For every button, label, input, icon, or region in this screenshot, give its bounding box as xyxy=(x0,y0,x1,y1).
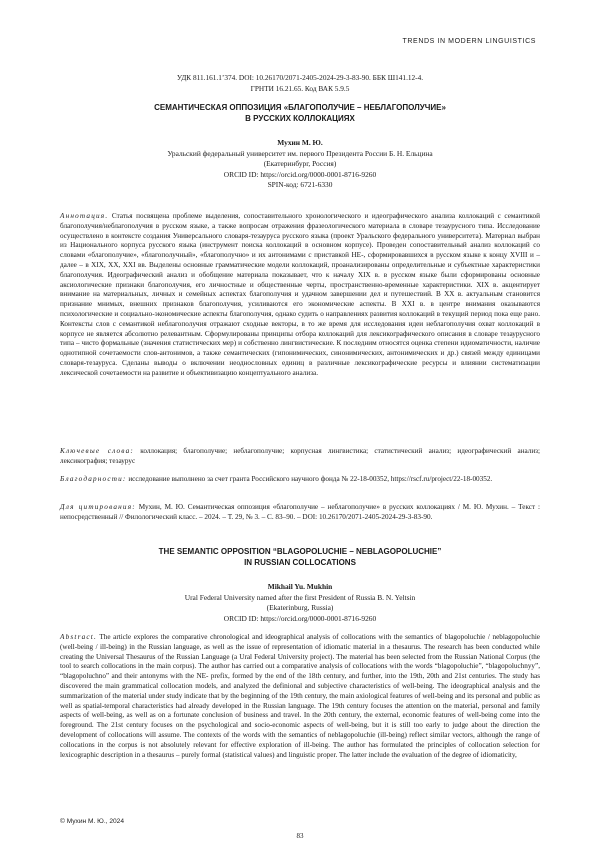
russian-keywords-label: Ключевые слова: xyxy=(60,447,134,455)
codes-line-1: УДК 811.161.1’374. DOI: 10.26170/2071-2405-2024-29-3-83-90. ББК Ш141.12-4. xyxy=(176,73,424,82)
english-title xyxy=(0,546,600,568)
russian-title-line-1: СЕМАНТИЧЕСКАЯ ОППОЗИЦИЯ «БЛАГОПОЛУЧИЕ – НЕБЛАГОПОЛУЧИЕ» xyxy=(154,103,446,112)
english-title-line-1: THE SEMANTIC OPPOSITION “BLAGOPOLUCHIE – NEBLAGOPOLUCHIE” xyxy=(158,547,442,556)
english-affiliation: Ural Federal University named after the first President of Russia B. N. Yeltsin xyxy=(184,592,416,602)
russian-citation-text: Мухин, М. Ю. Семантическая оппозиция «благополучие – неблагополучие» в русских коллокациях / М. Ю. Мухин. – Текст : непосредственный // Филологический класс. – 2024. – Т. 29, № 3. – С. 83–90. – DOI: 10.26170/2071-2405-2024-29-3-83-90. xyxy=(60,503,541,521)
english-abstract-text: The article explores the comparative chronological and ideographical analysis of collocations with the semantics of blagopoluchie / neblagopoluchie (well-being / ill-being) in the Russian language, as well as the issue of representation of idiomatic material in a thesaurus. The research has been conducted while creating the Universal Thesaurus of the Russian Language (a Ural Federal University project). The material has been selected from the Russian National Corpus (the tool to search collocations in the main corpus). The author has carried out a comparative analysis of collocations with the words “blagopoluchie”, “blagopoluchnyy”, “blagopoluchno” and their antonyms with the NE- prefix, formed by the end of the 18th century, and further, into the 19th, 20th and 21st centuries. The study has discovered the main grammatical collocation models, and analyzed the definional and subjective characteristics of well-being. The ideographical analysis and the summarization of the material under study indicate that by the beginning of the 19th century, the main axiological features of well-being and its personal and public as well as spatial-temporal characteristics had already developed in the Russian language. The 19th century focuses the attention on the material, personal and family aspects of well-being, as well as on a fortunate conclusion of business and travel. In the 20th century, the external, economic features of well-being come into the foreground. The 21st century focuses on the psychological and socio-economic aspects of well-being, but it is still too early to judge about the direction the development of collocations will assume. The contexts of the words with the semantics of neblagopoluchie (ill-being) reflect similar vectors, although the range of collocations in the corpus is not absolutely relevant for effective exploration of ill-being. The author has formulated the principles of collocation selection for lexicographic description in a thesaurus – purely formal (statistical values) and linguistic proper. The latter include the evaluation of the degree of idiomaticity, xyxy=(60,633,540,759)
russian-acknowledgements xyxy=(60,475,540,485)
footer-copyright: © Мухин М. Ю., 2024 xyxy=(60,818,124,825)
russian-title xyxy=(0,102,600,124)
russian-abstract xyxy=(60,212,540,379)
russian-keywords xyxy=(60,447,540,467)
page-number: 83 xyxy=(296,832,304,840)
english-title-line-2: IN RUSSIAN COLLOCATIONS xyxy=(244,558,356,567)
russian-acknowledgements-label: Благодарности: xyxy=(60,475,127,483)
english-author-name: Mikhail Yu. Mukhin xyxy=(267,582,333,591)
russian-title-line-2: В РУССКИХ КОЛЛОКАЦИЯХ xyxy=(245,114,355,123)
english-abstract-label: Abstract. xyxy=(60,633,97,641)
russian-citation-label: Для цитирования: xyxy=(60,503,136,511)
russian-spin: SPIN-код: 6721-6330 xyxy=(267,180,333,190)
russian-acknowledgements-text: исследование выполнено за счет гранта Российского научного фонда № 22-18-00352, https://rscf.ru/project/22-18-00352. xyxy=(128,475,493,483)
russian-keywords-text: коллокация; благополучие; неблагополучие; корпусная лингвистика; статистический анализ; идеографический анализ; лексикография; тезаурус xyxy=(60,447,541,465)
russian-affiliation: Уральский федеральный университет им. первого Президента России Б. Н. Ельцина xyxy=(167,148,433,158)
running-header-journal: TRENDS IN MODERN LINGUISTICS xyxy=(402,38,536,45)
russian-orcid: ORCID ID: https://orcid.org/0000-0001-8716-9260 xyxy=(223,169,377,179)
russian-author-name: Мухин М. Ю. xyxy=(277,138,323,147)
english-author-block xyxy=(0,582,600,624)
russian-abstract-label: Аннотация. xyxy=(60,212,109,220)
classification-codes xyxy=(0,72,600,94)
russian-abstract-text: Статья посвящена проблеме выделения, сопоставительного хронологического и идеографического анализа коллокаций с семантикой благополучия/неблагополучия в русском языке, а также вопросам отражения фразеологического материала в словаре тезаурусного типа. Исследование осуществлено в контексте создания Универсального словаря-тезауруса русского языка (проект Уральского федерального университета). Материал выбран из Национального корпуса русского языка (инструмент поиска коллокаций в основном корпусе). Проведен сопоставительный анализ коллокаций со словами «благополучие», «благополучный», «благополучно» и их антонимами с приставкой НЕ-, сформировавшихся в русском языке к концу XVIII и – далее – в XIX, XX, XXI вв. Выделены основные грамматические модели коллокаций, проанализированы определительные и субъектные характеристики благополучия. Идеографический анализ и обобщение материала показывает, что к началу XIX в. в русском языке были сформированы основные аксиологические признаки благополучия, его личностные и общественные черты, пространственно-временные характеристики. XIX в. акцентирует внимание на материальных, личных и семейных аспектах благополучия и удачном завершении дел и путешествий. В XX в. актуальным становится признание мнимых, внешних признаков благополучия, усиливаются его экономические аспекты. В XXI в. в центре внимания оказываются психологические и социально-экономические аспекты благополучия, однако судить о направлениях развития коллокаций в текущий период пока еще рано. Контексты слов с семантикой неблагополучия отражают сходные векторы, в то же время для исследования идеи неблагополучия охват коллокаций в корпусе не является абсолютно релевантным. Сформулированы принципы отбора коллокаций для лексикографического описания в словаре тезаурусного типа – чисто формальные (значения статистических мер) и собственно лингвистические. К последним относятся оценка степени идиоматичности, наличие однотипной сочетаемости слов-антонимов, а также семантических (гипонимических, синонимических, антонимических и др.) связей между единицами словаря-тезауруса. Сделаны выводы о включении неоднословных единиц в различные лексикографические ресурсы и влиянии систематизации лексической сочетаемости на развитие и объективизацию концептуального анализа. xyxy=(60,212,540,377)
russian-author-block xyxy=(0,138,600,191)
russian-location: (Екатеринбург, Россия) xyxy=(263,159,337,169)
codes-line-2: ГРНТИ 16.21.65. Код ВАК 5.9.5 xyxy=(250,84,350,93)
english-orcid: ORCID ID: https://orcid.org/0000-0001-8716-9260 xyxy=(223,613,377,623)
english-location: (Ekaterinburg, Russia) xyxy=(266,603,334,613)
russian-citation xyxy=(60,503,540,523)
english-abstract xyxy=(60,633,540,760)
